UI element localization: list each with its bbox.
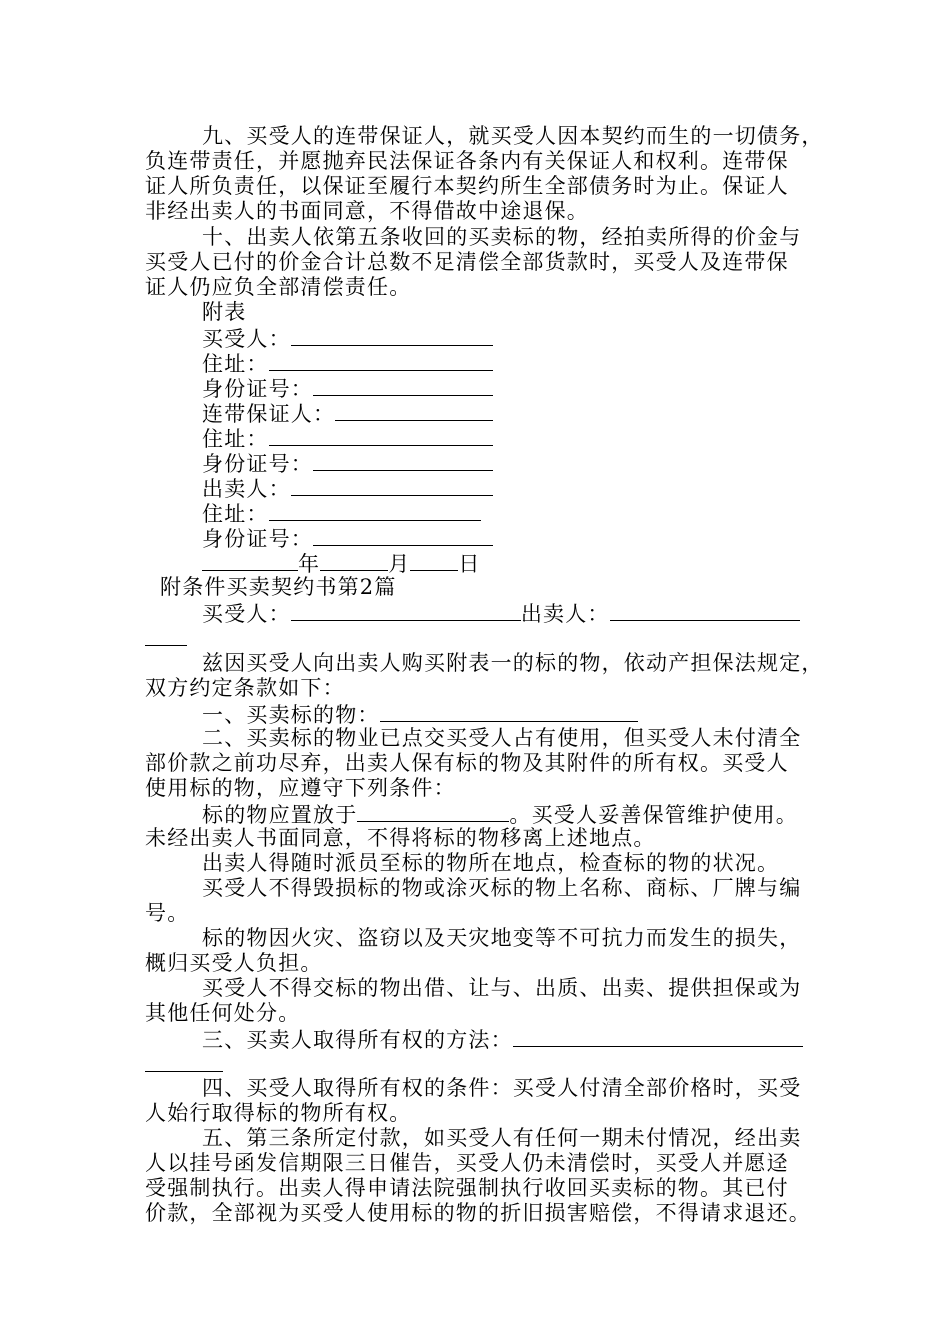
- text-line: 非经出卖人的书面同意，不得借故中途退保。: [145, 199, 589, 223]
- form-field-seller: 出卖人：: [202, 475, 882, 502]
- appendix-label: 附表: [202, 300, 247, 324]
- text-line: 未经出卖人书面同意，不得将标的物移离上述地点。: [145, 826, 656, 850]
- text-line: 其他任何处分。: [145, 1001, 301, 1025]
- text-line: 号。: [145, 901, 190, 925]
- text-line: 受强制执行。出卖人得申请法院强制执行收回买卖标的物。其已付: [145, 1176, 789, 1200]
- text-line: 出卖人得随时派员至标的物所在地点，检查标的物的状况。: [202, 851, 780, 875]
- text-line: 证人所负责任，以保证至履行本契约所生全部债务时为止。保证人: [145, 174, 789, 198]
- text-line: 十、出卖人依第五条收回的买卖标的物，经拍卖所得的价金与: [202, 225, 802, 249]
- form-field-guarantor: 连带保证人：: [202, 400, 882, 427]
- text-line: 使用标的物，应遵守下列条件：: [145, 776, 456, 800]
- form-field-address: 住址：: [202, 500, 882, 527]
- form-field-buyer: 买受人：: [202, 325, 882, 352]
- text-line: 兹因买受人向出卖人购买附表一的标的物，依动产担保法规定，: [202, 651, 824, 675]
- text-line: 二、买卖标的物业已点交买受人占有使用，但买受人未付清全: [202, 726, 802, 750]
- text-line: 部价款之前功尽弃，出卖人保有标的物及其附件的所有权。买受人: [145, 751, 789, 775]
- parties-line: 买受人： 出卖人：: [202, 600, 882, 627]
- text-line: 双方约定条款如下：: [145, 676, 345, 700]
- text-line: 人以挂号函发信期限三日催告，买受人仍未清偿时，买受人并愿迳: [145, 1151, 789, 1175]
- clause-item-cont: [145, 1051, 825, 1078]
- text-line: 价款，全部视为买受人使用标的物的折旧损害赔偿，不得请求退还。: [145, 1201, 811, 1225]
- clause-item: 标的物应置放于 。买受人妥善保管维护使用。: [202, 803, 799, 827]
- date-line: 年 月 日: [202, 550, 882, 577]
- clause-item: 三、买卖人取得所有权的方法：: [202, 1026, 882, 1053]
- parties-line-cont: [145, 625, 825, 652]
- clause-item: 一、买卖标的物：: [202, 701, 882, 728]
- text-line: 五、第三条所定付款，如买受人有任何一期未付情况，经出卖: [202, 1126, 802, 1150]
- text-line: 负连带责任，并愿抛弃民法保证各条内有关保证人和权利。连带保: [145, 149, 789, 173]
- text-line: 四、买受人取得所有权的条件：买受人付清全部价格时，买受: [202, 1076, 802, 1100]
- form-field-id: 身份证号：: [202, 525, 882, 552]
- text-line: 证人仍应负全部清偿责任。: [145, 275, 412, 299]
- text-line: 九、买受人的连带保证人，就买受人因本契约而生的一切债务，: [202, 124, 824, 148]
- form-field-id: 身份证号：: [202, 450, 882, 477]
- text-line: 买受人不得交标的物出借、让与、出质、出卖、提供担保或为: [202, 976, 802, 1000]
- text-line: 人始行取得标的物所有权。: [145, 1101, 412, 1125]
- text-line: 买受人已付的价金合计总数不足清偿全部货款时，买受人及连带保: [145, 250, 789, 274]
- form-field-address: 住址：: [202, 425, 882, 452]
- text-line: 概归买受人负担。: [145, 951, 323, 975]
- text-line: 标的物因火灾、盗窃以及天灾地变等不可抗力而发生的损失，: [202, 926, 802, 950]
- form-field-address: 住址：: [202, 350, 882, 377]
- section-title: 附条件买卖契约书第2篇: [160, 575, 397, 599]
- text-line: 买受人不得毁损标的物或涂灭标的物上名称、商标、厂牌与编: [202, 876, 802, 900]
- form-field-id: 身份证号：: [202, 375, 882, 402]
